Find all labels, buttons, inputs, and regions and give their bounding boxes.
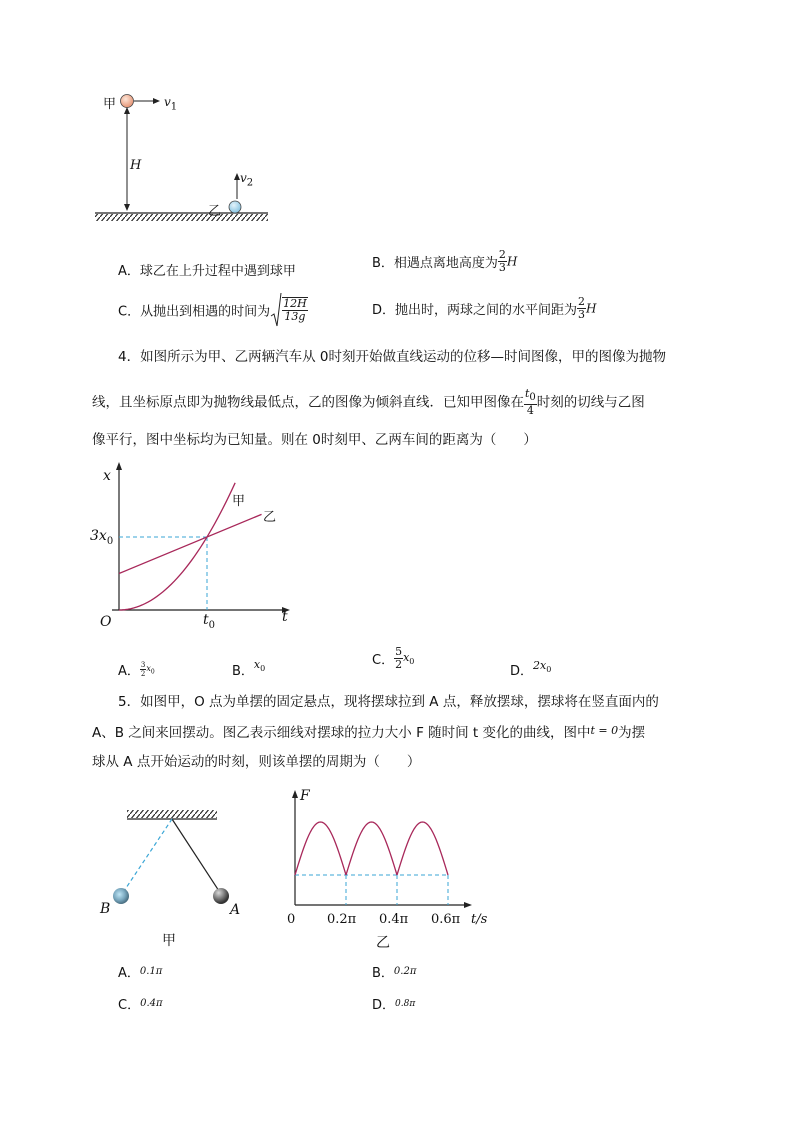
force-arch xyxy=(346,822,397,875)
q3-option-c[interactable]: C．从抛出到相遇的时间为 $\frac{12H}{13g}$ xyxy=(118,292,308,328)
pendulum-ball-A xyxy=(213,888,229,904)
pendulum-caption: 甲 xyxy=(162,933,176,949)
q4-series-label-jia: 甲 xyxy=(232,494,246,509)
q4-line-2: 线，且坐标原点即为抛物线最低点，乙的图像为倾斜直线．已知甲图像在 $\frac{t_0}{4}$ 时刻的切线与乙图 xyxy=(92,387,645,418)
q4-xt-chart xyxy=(90,460,305,635)
q5-line-3: 球从 A 点开始运动的时刻，则该单摆的周期为（ ） xyxy=(92,754,421,770)
ball-yi xyxy=(229,201,241,213)
q4-y-tick: $3x_0$ xyxy=(90,528,114,547)
q3-option-b[interactable]: B．相遇点离地高度为 $\frac{2}{3}$ H xyxy=(372,248,518,274)
pendulum-string-A xyxy=(172,819,219,891)
label-v2: $v_2$ xyxy=(240,171,254,189)
f-x-tick-2: 0.4π xyxy=(379,912,409,927)
pendulum-label-B: B xyxy=(100,901,111,917)
force-arch xyxy=(295,822,346,875)
q5-option-b[interactable]: B．$^{0.2\pi}$ xyxy=(372,966,417,981)
q4-y-axis-label: x xyxy=(103,468,111,484)
q4-line-3: 像平行，图中坐标均为已知量。则在 0时刻甲、乙两车间的距离为（ ） xyxy=(92,432,537,448)
label-H: H xyxy=(130,158,142,173)
q4-option-a[interactable]: A． $\frac{3}{2}$ $x_0$ xyxy=(118,661,155,679)
q4-x-tick: $t_0$ xyxy=(203,612,216,631)
q4-series-label-yi: 乙 xyxy=(263,510,277,525)
label-v1: $v_1$ xyxy=(164,95,178,113)
q5-line-2: A、B 之间来回摆动。图乙表示细线对摆球的拉力大小 F 随时间 t 变化的曲线，图中$^{t = 0}$为摆 xyxy=(92,724,646,741)
q5-option-d[interactable]: D．$^{0.8\pi}$ xyxy=(372,998,416,1013)
q5-line-1: 5．如图甲，O 点为单摆的固定悬点，现将摆球拉到 A 点，释放摆球，摆球将在竖直面内的 xyxy=(118,694,659,710)
label-jia: 甲 xyxy=(103,97,117,112)
two-balls-figure xyxy=(90,85,280,230)
pendulum-string-B xyxy=(124,819,172,891)
pendulum-ball-B xyxy=(113,888,129,904)
series-jia-curve xyxy=(119,483,235,610)
q4-option-d[interactable]: D．$^{2x_0}$ xyxy=(510,659,552,679)
q3-option-a[interactable]: A．球乙在上升过程中遇到球甲 xyxy=(118,264,296,279)
q5-option-a[interactable]: A．$^{0.1\pi}$ xyxy=(118,966,163,981)
q4-line-1: 4．如图所示为甲、乙两辆汽车从 0时刻开始做直线运动的位移—时间图像，甲的图像为抛物 xyxy=(118,349,666,365)
q4-origin-label: O xyxy=(100,614,112,630)
sqrt-expression: $\frac{12H}{13g}$ xyxy=(270,292,308,328)
q4-option-b[interactable]: B．$^{x_0}$ xyxy=(232,658,266,679)
series-yi-line xyxy=(119,514,262,573)
f-y-axis-label: F xyxy=(300,788,310,804)
f-x-tick-1: 0.2π xyxy=(327,912,357,927)
q4-x-axis-label: t xyxy=(282,609,288,625)
force-chart-caption: 乙 xyxy=(376,935,390,951)
pendulum-label-A: A xyxy=(230,902,241,918)
force-time-chart xyxy=(283,785,483,910)
label-yi: 乙 xyxy=(208,204,222,219)
f-x-axis-label: t/s xyxy=(471,912,488,927)
f-x-tick-3: 0.6π xyxy=(431,912,461,927)
f-x-tick-0: 0 xyxy=(287,912,296,927)
q3-option-d[interactable]: D．抛出时，两球之间的水平间距为 $\frac{2}{3}$ H xyxy=(372,295,597,321)
q5-option-c[interactable]: C．$^{0.4\pi}$ xyxy=(118,998,163,1013)
ball-jia xyxy=(121,95,134,108)
q4-option-c[interactable]: C． $\frac{5}{2}$ $x_0$ xyxy=(372,645,415,671)
force-arch xyxy=(397,822,448,875)
pendulum-figure xyxy=(105,808,245,920)
